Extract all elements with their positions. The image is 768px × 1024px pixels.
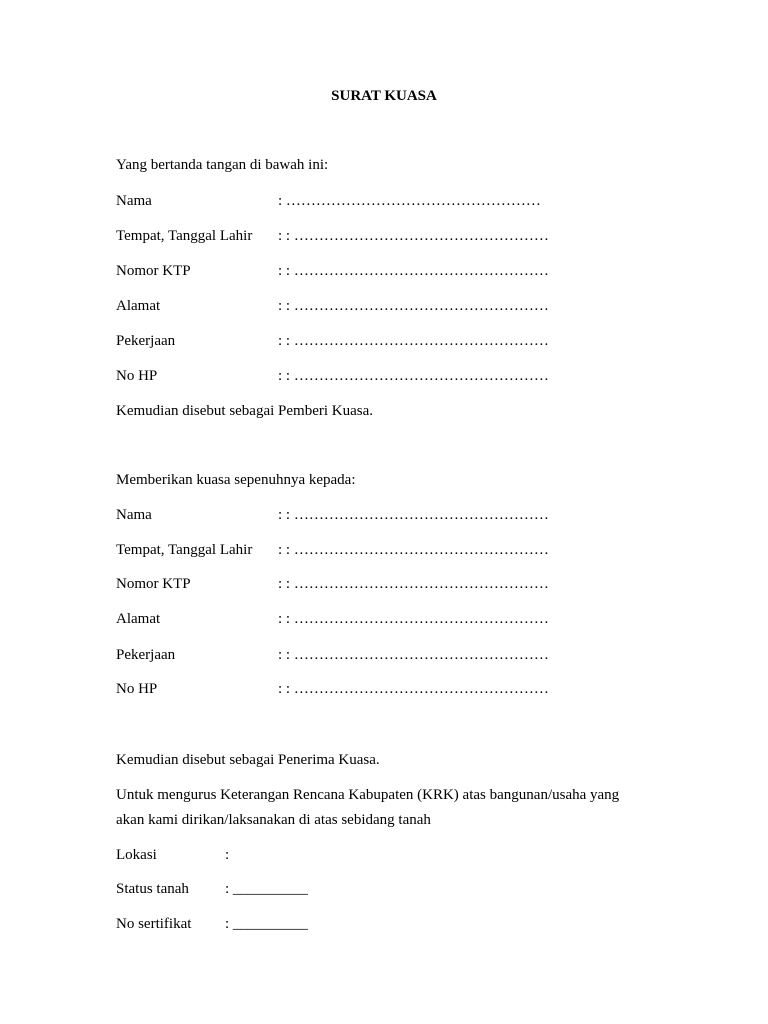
field-value: : : …………………………………………… bbox=[278, 576, 549, 592]
field-value: : : …………………………………………… bbox=[278, 368, 549, 384]
penerima-intro: Memberikan kuasa sepenuhnya kepada: bbox=[116, 472, 356, 488]
field-value: : : …………………………………………… bbox=[278, 298, 549, 314]
field-label: Lokasi bbox=[116, 847, 157, 863]
field-label: Tempat, Tanggal Lahir bbox=[116, 542, 253, 558]
field-label: Tempat, Tanggal Lahir bbox=[116, 228, 253, 244]
field-value: : __________ bbox=[225, 881, 308, 897]
field-label: Nomor KTP bbox=[116, 263, 191, 279]
field-label: Alamat bbox=[116, 611, 161, 627]
field-value: : __________ bbox=[225, 916, 308, 932]
field-value: : …………………………………………… bbox=[278, 193, 541, 209]
pemberi-row-nohp bbox=[116, 367, 549, 385]
pemberi-row-alamat bbox=[116, 297, 549, 315]
field-label: No HP bbox=[116, 368, 158, 384]
field-label: Nama bbox=[116, 507, 152, 523]
document-title: SURAT KUASA bbox=[331, 88, 437, 104]
property-row-no-sertifikat bbox=[116, 915, 308, 933]
penerima-row-pekerjaan bbox=[116, 646, 549, 664]
purpose-line-1: Untuk mengurus Keterangan Rencana Kabupaten (KRK) atas bangunan/usaha yang bbox=[116, 787, 620, 803]
pemberi-row-nama bbox=[116, 192, 541, 210]
field-value: : : …………………………………………… bbox=[278, 647, 549, 663]
field-value: : : …………………………………………… bbox=[278, 681, 549, 697]
pemberi-closing: Kemudian disebut sebagai Pemberi Kuasa. bbox=[116, 403, 374, 419]
field-value: : : …………………………………………… bbox=[278, 263, 549, 279]
field-label: Status tanah bbox=[116, 881, 189, 897]
penerima-row-ttl bbox=[116, 541, 549, 559]
penerima-closing: Kemudian disebut sebagai Penerima Kuasa. bbox=[116, 752, 380, 768]
pemberi-row-ttl bbox=[116, 227, 549, 245]
penerima-row-nohp bbox=[116, 680, 549, 698]
intro-text: Yang bertanda tangan di bawah ini: bbox=[116, 157, 329, 173]
field-value: : : …………………………………………… bbox=[278, 333, 549, 349]
field-label: No sertifikat bbox=[116, 916, 192, 932]
field-value: : : …………………………………………… bbox=[278, 611, 549, 627]
pemberi-row-pekerjaan bbox=[116, 332, 549, 350]
field-label: Pekerjaan bbox=[116, 647, 176, 663]
penerima-row-alamat bbox=[116, 610, 549, 628]
field-label: Nomor KTP bbox=[116, 576, 191, 592]
pemberi-row-ktp bbox=[116, 262, 549, 280]
field-label: Nama bbox=[116, 193, 152, 209]
penerima-row-nama bbox=[116, 506, 549, 524]
field-value: : : …………………………………………… bbox=[278, 228, 549, 244]
property-row-status-tanah bbox=[116, 880, 308, 898]
purpose-line-2: akan kami dirikan/laksanakan di atas sebidang tanah bbox=[116, 812, 431, 828]
field-value: : : …………………………………………… bbox=[278, 542, 549, 558]
field-value: : bbox=[225, 847, 230, 863]
property-row-lokasi bbox=[116, 846, 229, 864]
field-value: : : …………………………………………… bbox=[278, 507, 549, 523]
field-label: No HP bbox=[116, 681, 158, 697]
field-label: Alamat bbox=[116, 298, 161, 314]
field-label: Pekerjaan bbox=[116, 333, 176, 349]
penerima-row-ktp bbox=[116, 575, 549, 593]
